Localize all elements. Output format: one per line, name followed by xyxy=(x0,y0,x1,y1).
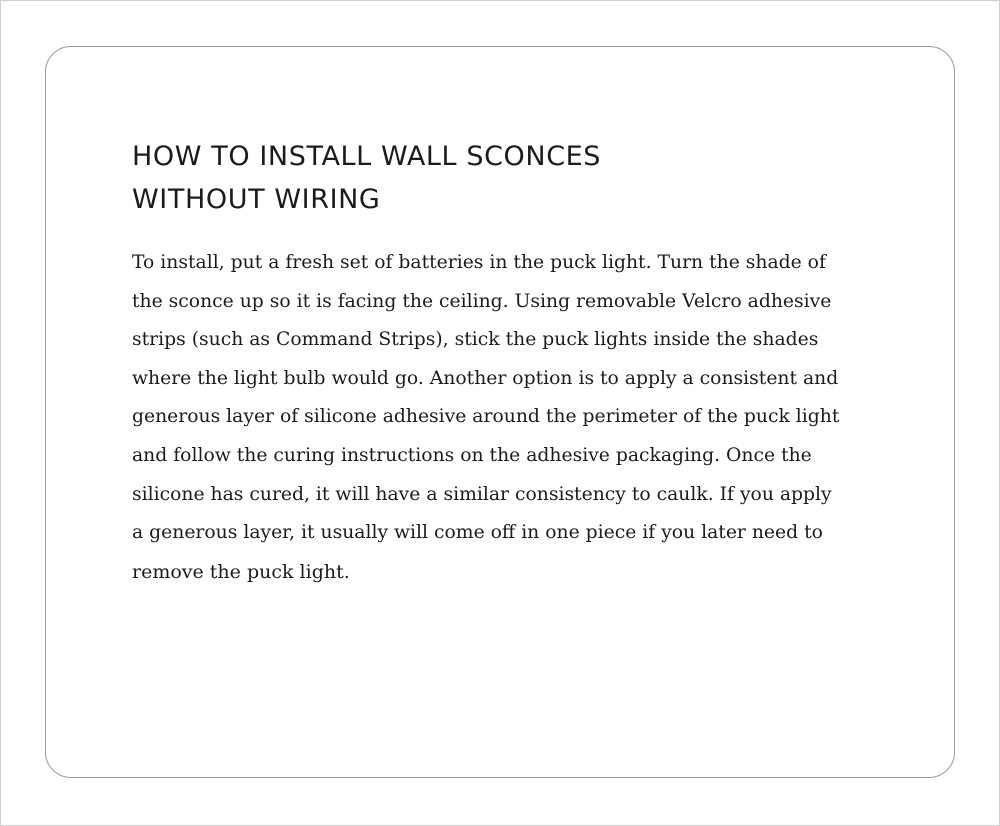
paragraph-line: generous layer of silicone adhesive around the perimeter of the puck light xyxy=(132,406,840,428)
paragraph-line: silicone has cured, it will have a similar consistency to caulk. If you apply xyxy=(132,483,832,505)
paragraph-line: strips (such as Command Strips), stick the puck lights inside the shades xyxy=(132,329,819,351)
paragraph-line: To install, put a fresh set of batteries in the puck light. Turn the shade of xyxy=(132,252,826,273)
paragraph-line: remove the puck light. xyxy=(132,560,350,583)
card-heading xyxy=(132,135,832,221)
info-card xyxy=(45,46,955,778)
card-heading-line: WITHOUT WIRING xyxy=(132,184,381,215)
paragraph-line: the sconce up so it is facing the ceiling. Using removable Velcro adhesive xyxy=(132,290,832,312)
paragraph-line: where the light bulb would go. Another option is to apply a consistent and xyxy=(132,367,839,389)
card-paragraph xyxy=(132,244,882,591)
card-heading-line: HOW TO INSTALL WALL SCONCES xyxy=(132,141,602,172)
paragraph-line: a generous layer, it usually will come off in one piece if you later need to xyxy=(132,522,823,544)
paragraph-line: and follow the curing instructions on the adhesive packaging. Once the xyxy=(132,444,812,466)
